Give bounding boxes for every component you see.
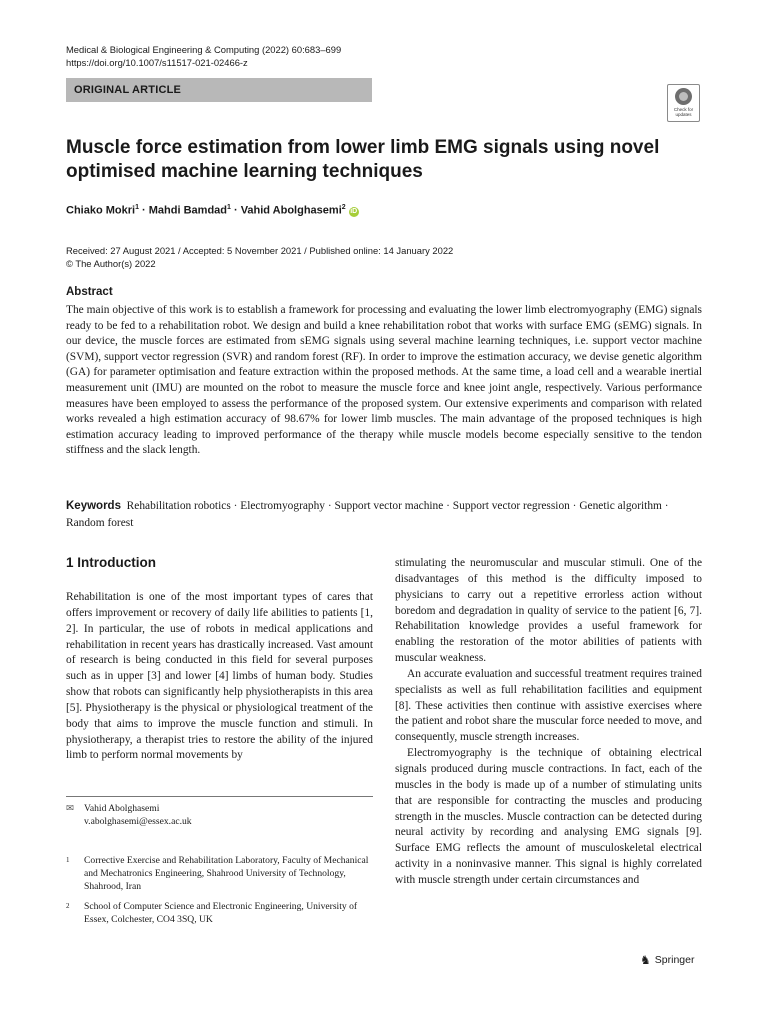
dates-line: Received: 27 August 2021 / Accepted: 5 November 2021 / Published online: 14 January 2022: [66, 245, 454, 256]
citation-link[interactable]: 3: [151, 670, 157, 683]
title-line-1: Muscle force estimation from lower limb EMG signals using novel: [66, 137, 660, 158]
affiliation-2: [66, 901, 373, 927]
correspondence: [66, 803, 192, 829]
springer-horse-icon: ♞: [640, 953, 651, 967]
corresponding-email[interactable]: v.abolghasemi@essex.ac.uk: [84, 815, 192, 827]
check-for-updates-icon: [675, 88, 692, 105]
envelope-icon: ✉: [66, 803, 75, 814]
author-affiliation-mark: 2: [341, 204, 346, 211]
author-name[interactable]: Chiako Mokri: [66, 204, 136, 217]
abstract-heading: Abstract: [66, 286, 113, 298]
citation-link[interactable]: 8: [398, 699, 405, 712]
badge-text-2: updates: [675, 112, 692, 117]
copyright-line: © The Author(s) 2022: [66, 258, 156, 269]
paper-title: [66, 136, 686, 184]
citation-link[interactable]: 1: [364, 606, 371, 619]
citation-link[interactable]: 6: [677, 604, 684, 617]
author-list: [66, 204, 359, 217]
paragraph: Electromyography is the technique of obtaining electrical signals produced during muscle contractions. In fact, each of the muscles in the body is made up of a number of stimulating units that are responsible for contracting the muscles and producing strength in the muscles. Muscle contraction can be detected during neural activity by recording and analysing EMG signals [9]. Surface EMG reflects the amount of musculoskeletal electrical activity in a noninvasive manner. This signal is highly correlated with muscle strength under certain circumstances and: [395, 747, 702, 886]
paragraph: stimulating the neuromuscular and muscular stimuli. One of the disadvantages of this method is the difficulty imposed to physicians to carry out a repetitive errorless action without boredom and degradation in quality of service to the patient [6, 7]. Rehabilitation knowledge provides a useful framework for enabling the restoration of the motor abilities of patients with muscular weakness.: [395, 557, 703, 665]
author-name[interactable]: Vahid Abolghasemi: [240, 204, 342, 217]
article-type-banner: ORIGINAL ARTICLE: [66, 78, 372, 102]
author-separator: ·: [138, 204, 149, 217]
affiliation-number: 2: [66, 902, 70, 910]
citation-link[interactable]: 5: [69, 701, 76, 714]
paragraph: An accurate evaluation and successful treatment requires trained specialists as well as full rehabilitation facilities and equipment [8]. These activities then continue with assistive exercises where the patient and robot share the muscular force needed to move, and consequently, muscle strength increases.: [395, 667, 702, 744]
citation-link[interactable]: 9: [689, 826, 696, 839]
journal-citation: Medical & Biological Engineering & Computing (2022) 60:683–699: [66, 44, 342, 55]
keywords-text: Rehabilitation robotics · Electromyography · Support vector machine · Support vector regression · Genetic algorithm · Random forest: [66, 500, 669, 529]
author-affiliation-mark: 1: [135, 204, 139, 211]
footnote-divider: [66, 796, 373, 797]
check-for-updates-badge[interactable]: [667, 84, 700, 122]
keywords-label: Keywords: [66, 500, 121, 512]
publisher-logo: [640, 953, 694, 967]
citation-link[interactable]: 4: [219, 670, 225, 683]
left-column-text: [66, 590, 373, 764]
badge-text-1: Check for: [673, 107, 694, 112]
author-name[interactable]: Mahdi Bamdad: [148, 204, 227, 217]
orcid-icon[interactable]: iD: [350, 207, 358, 215]
author-affiliation-mark: 1: [227, 204, 231, 211]
doi-link[interactable]: https://doi.org/10.1007/s11517-021-02466-z: [66, 57, 248, 68]
affiliation-text: School of Computer Science and Electronic Engineering, University of Essex, Colchester, CO4 3SQ, UK: [84, 901, 358, 925]
section-heading: 1 Introduction: [66, 555, 156, 570]
paragraph: Rehabilitation is one of the most important types of cares that offers improvement or recovery of daily life abilities to patients [1, 2]. In particular, the use of robots in medical applications and rehabilitation in recent years has drastically increased. Vast amount of research is being conducted in this field for several purposes such as in upper [3] and lower [4] limbs of human body. Studies show that robots can significantly help physiotherapists in this area [5]. Physiotherapy is the physical or physiological treatment of the body that aims to improve the muscle function and stimuli. In physiotherapy, a therapist tries to restore the ability of the injured limb to perform normal movements by: [66, 591, 373, 762]
affiliation-number: 1: [66, 856, 70, 864]
title-line-2: optimised machine learning techniques: [66, 161, 423, 182]
right-column-text: [395, 556, 702, 889]
affiliation-text: Corrective Exercise and Rehabilitation Laboratory, Faculty of Mechanical and Mechatronics Engineering, Shahrood University of Technology, Shahrood, Iran: [84, 855, 369, 892]
publication-dates: [66, 244, 453, 270]
affiliation-1: [66, 855, 373, 893]
citation-link[interactable]: 2: [66, 622, 72, 635]
citation-link[interactable]: 7: [689, 604, 696, 617]
author-separator: ·: [230, 204, 241, 217]
corresponding-author: Vahid Abolghasemi: [84, 803, 160, 814]
keywords: [66, 498, 702, 531]
publisher-name: Springer: [654, 954, 695, 966]
abstract-text: The main objective of this work is to establish a framework for processing and evaluating the lower limb electromyography (EMG) signals ready to be fed to a rehabilitation robot. We design and build a knee rehabilitation robot that works with surface EMG (sEMG) signals. In our device, the muscle forces are estimated from sEMG signals using several machine learning techniques, i.e. support vector machine (SVM), support vector regression (SVR) and random forest (RF). In order to improve the estimation accuracy, we devise genetic algorithm (GA) for parameter optimisation and feature extraction within the proposed methods. At the same time, a load cell and a wearable inertial measurement unit (IMU) are mounted on the robot to measure the muscle force and knee joint angle, respectively. Various performance measures have been employed to assess the performance of the proposed system. Our extensive experiments and comparison with related works revealed a high estimation accuracy of 98.67% for lower limb muscles. The main advantage of the proposed techniques is high estimation accuracy leading to improved performance of the therapy while muscle models become especially sensitive to the tendon stiffness and the slack length.: [66, 304, 702, 457]
